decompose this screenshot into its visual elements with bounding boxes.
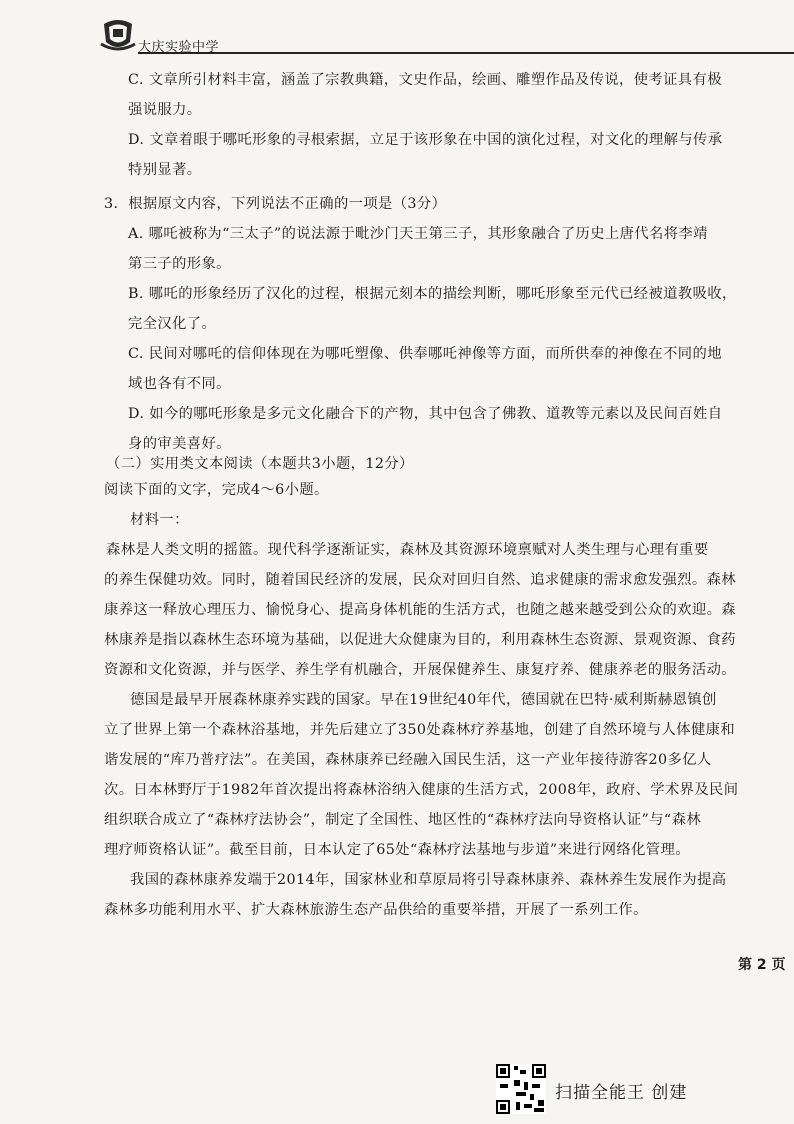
q3-option-c-line1: C. 民间对哪吒的信仰体现在为哪吒塑像、供奉哪吒神像等方面，而所供奉的神像在不同的地 bbox=[128, 346, 722, 362]
paragraph-1-line4: 林康养是指以森林生态环境为基础，以促进大众健康为目的，利用森林生态资源、景观资源、食药 bbox=[104, 632, 736, 648]
option-d-line2: 特别显著。 bbox=[128, 162, 202, 178]
school-crest-icon bbox=[98, 14, 138, 54]
header-divider bbox=[138, 52, 794, 54]
paragraph-1-line3: 康养这一释放心理压力、愉悦身心、提高身体机能的生活方式，也随之越来越受到公众的欢迎。森 bbox=[104, 602, 736, 618]
question-3: 3．根据原文内容，下列说法不正确的一项是（3分） bbox=[104, 196, 447, 212]
scanner-watermark: 扫描全能王 创建 bbox=[555, 1083, 688, 1103]
qr-code-icon bbox=[496, 1064, 546, 1114]
paragraph-2-line6: 理疗师资格认证”。截至目前，日本认定了65处“森林疗法基地与步道”来进行网络化管理。 bbox=[104, 842, 690, 858]
page-header bbox=[98, 14, 794, 54]
paragraph-2-line1: 德国是最早开展森林康养实践的国家。早在19世纪40年代，德国就在巴特·威利斯赫恩镇创 bbox=[130, 692, 717, 708]
paragraph-2-line5: 组织联合成立了“森林疗法协会”，制定了全国性、地区性的“森林疗法向导资格认证”与“森林 bbox=[104, 812, 702, 828]
paragraph-1-line2: 的养生保健功效。同时，随着国民经济的发展，民众对回归自然、追求健康的需求愈发强烈。森林 bbox=[104, 572, 736, 588]
option-c-line1: C. 文章所引材料丰富，涵盖了宗教典籍，文史作品，绘画、雕塑作品及传说，使考证具有极 bbox=[128, 72, 722, 88]
q3-option-a-line2: 第三子的形象。 bbox=[128, 256, 231, 272]
q3-option-b-line2: 完全汉化了。 bbox=[128, 316, 217, 332]
section-instruction: 阅读下面的文字，完成4～6小题。 bbox=[104, 482, 329, 498]
paragraph-3-line1: 我国的森林康养发端于2014年，国家林业和草原局将引导森林康养、森林养生发展作为提高 bbox=[130, 872, 727, 888]
material-label: 材料一： bbox=[130, 512, 189, 528]
section-heading: （二）实用类文本阅读（本题共3小题，12分） bbox=[106, 456, 414, 472]
option-d-line1: D. 文章着眼于哪吒形象的寻根索据，立足于该形象在中国的演化过程，对文化的理解与传承 bbox=[128, 132, 723, 148]
q3-option-d-line2: 身的审美喜好。 bbox=[128, 436, 231, 452]
q3-option-a-line1: A. 哪吒被称为“三太子”的说法源于毗沙门天王第三子，其形象融合了历史上唐代名将李靖 bbox=[128, 226, 708, 242]
paragraph-1-line1: 森林是人类文明的摇篮。现代科学逐渐证实，森林及其资源环境禀赋对人类生理与心理有重要 bbox=[106, 542, 709, 558]
paragraph-2-line2: 立了世界上第一个森林浴基地，并先后建立了350处森林疗养基地，创建了自然环境与人体健康和 bbox=[104, 722, 736, 738]
option-c-line2: 强说服力。 bbox=[128, 102, 202, 118]
page-number: 第 2 页 bbox=[738, 957, 786, 973]
school-name: 大庆实验中学 bbox=[138, 40, 220, 55]
paragraph-2-line4: 次。日本林野厅于1982年首次提出将森林浴纳入健康的生活方式，2008年，政府、学术界及民间 bbox=[104, 782, 739, 798]
paragraph-3-line2: 森林多功能利用水平、扩大森林旅游生态产品供给的重要举措，开展了一系列工作。 bbox=[104, 902, 648, 918]
paragraph-2-line3: 谐发展的“库乃普疗法”。在美国，森林康养已经融入国民生活，这一产业年接待游客20多亿人 bbox=[104, 752, 712, 768]
q3-option-d-line1: D. 如今的哪吒形象是多元文化融合下的产物，其中包含了佛教、道教等元素以及民间百姓自 bbox=[128, 406, 723, 422]
paragraph-1-line5: 资源和文化资源，并与医学、养生学有机融合，开展保健养生、康复疗养、健康养老的服务活动。 bbox=[104, 662, 736, 678]
q3-option-b-line1: B. 哪吒的形象经历了汉化的过程，根据元刻本的描绘判断，哪吒形象至元代已经被道教吸收， bbox=[128, 286, 737, 302]
q3-option-c-line2: 域也各有不同。 bbox=[128, 376, 231, 392]
